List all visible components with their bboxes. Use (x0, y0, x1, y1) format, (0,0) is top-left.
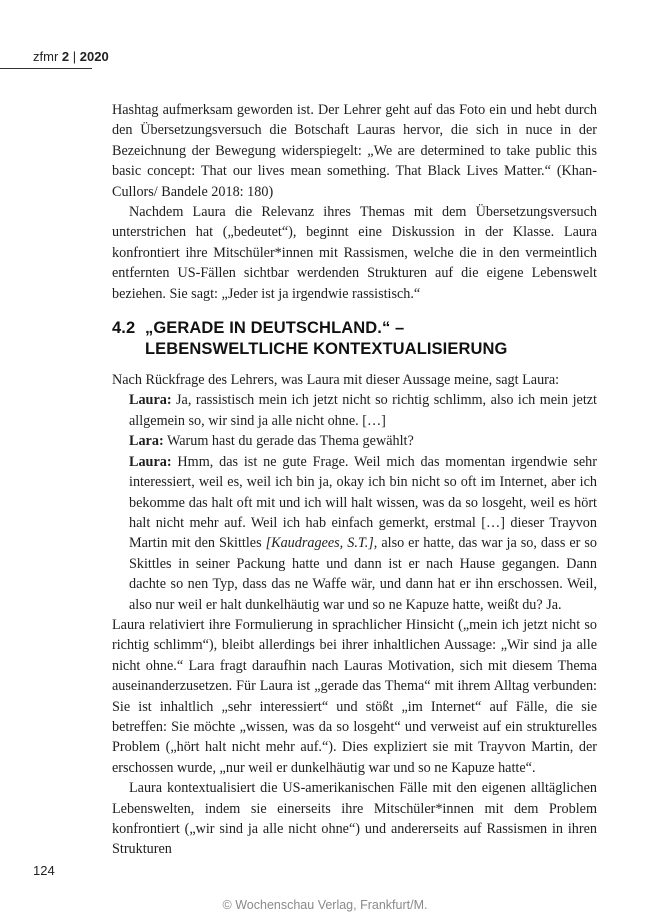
volume-number: 2 (61, 49, 70, 64)
paragraph-1: Hashtag aufmerksam geworden ist. Der Lehrer geht auf das Foto ein und hebt durch den Übersetzungsversuch die Botschaft Lauras hervor, die sich in nuce in der Bezeichnung der Bewegung widerspiegelt: „We are determined to take public this basic concept: That our lives mean something. That Black Lives Matter.“ (Khan-Cullors/ Bandele 2018: 180) (112, 102, 597, 200)
turn-text-rest: , also er hatte, das war ja so, dass er so Skittles in seiner Packung hatte und dann ist er nach Hause gegangen. Dann dachte so nen Typ, dass das ne Waffe wär, und dann hat er ihn erschossen. Weil, also nur weil er halt dunkelhäutig war und so ne Kapuze hatte, weißt du? Ja. (129, 535, 597, 613)
header-rule (0, 68, 92, 69)
speaker-label: Laura: (129, 453, 172, 470)
section-heading (112, 318, 597, 360)
body-text (112, 100, 597, 860)
page-number: 124 (33, 863, 55, 878)
section-number: 4.2 (112, 319, 136, 338)
turn-text: Hmm, das ist ne gute Frage. Weil mich das momentan irgendwie sehr interessiert, weil es, weil ich bin ja, okay ich bin nicht so oft im Internet, aber ich bekomme das halt oft mit und ich will halt wissen, was da so losgeht, weil es hört halt nicht mehr auf. Weil ich hab einfach gemerkt, erstmal […] dieser Trayvon Martin mit den Skittles (129, 453, 597, 552)
journal-name: zfmr (33, 49, 59, 64)
transcript-turn (112, 452, 597, 615)
transcript-turn (112, 431, 597, 451)
editorial-note: [Kaudragees, S.T.] (265, 535, 374, 552)
running-header (33, 49, 109, 64)
copyright-footer: © Wochenschau Verlag, Frankfurt/M. (222, 898, 428, 912)
turn-text: Warum hast du gerade das Thema gewählt? (163, 433, 414, 450)
speaker-label: Laura: (129, 392, 172, 409)
transcript-intro: Nach Rückfrage des Lehrers, was Laura mit dieser Aussage meine, sagt Laura: (112, 372, 560, 389)
section-title-line-2: LEBENSWELTLICHE KONTEXTUALISIERUNG (145, 340, 508, 359)
header-separator: | (69, 49, 80, 64)
publication-year: 2020 (79, 49, 109, 64)
speaker-label: Lara: (129, 433, 164, 450)
turn-text: Ja, rassistisch mein ich jetzt nicht so richtig schlimm, also ich mein jetzt allgemein so, wir sind ja alle nicht ohne. […] (129, 392, 597, 429)
transcript-turn (112, 390, 597, 431)
paragraph-3: Laura relativiert ihre Formulierung in sprachlicher Hinsicht („mein ich jetzt nicht so richtig schlimm“), bleibt allerdings bei ihrer inhaltlichen Aussage: „Wir sind ja alle nicht ohne.“ Lara fragt daraufhin nach Lauras Motivation, sich mit diesem Thema auseinanderzusetzen. Für Laura ist „gerade das Thema“ mit ihrem Alltag verbunden: Sie ist inhaltlich „sehr interessiert“ und stößt „im Internet“ auf Fälle, die sie betreffen: Sie möchte „wissen, was da so losgeht“ und verweist auf ein strukturelles Problem („hört halt nicht mehr auf.“). Dies expliziert sie mit Trayvon Martin, der erschossen wurde, „nur weil er dunkelhäutig war und so ne Kapuze hatte“. (112, 616, 597, 776)
section-title-line-1: „GERADE IN DEUTSCHLAND.“ – (145, 319, 405, 338)
paragraph-4: Laura kontextualisiert die US-amerikanischen Fälle mit den eigenen alltäglichen Lebenswelten, indem sie einerseits ihre Mitschüler*innen mit dem Problem konfrontiert („wir sind ja alle nicht ohne“) und andererseits auf Rassismen in ihren Strukturen (112, 780, 597, 858)
paragraph-2: Nachdem Laura die Relevanz ihres Themas mit dem Übersetzungsversuch unterstrichen hat („bedeutet“), beginnt eine Diskussion in der Klasse. Laura konfrontiert ihre Mitschüler*innen mit Rassismen, welche die in den vermeintlich entfernten US-Fällen sichtbar werdenden Strukturen auf die eigene Lebenswelt beziehen. Sie sagt: „Jeder ist ja irgendwie rassistisch.“ (112, 204, 597, 302)
